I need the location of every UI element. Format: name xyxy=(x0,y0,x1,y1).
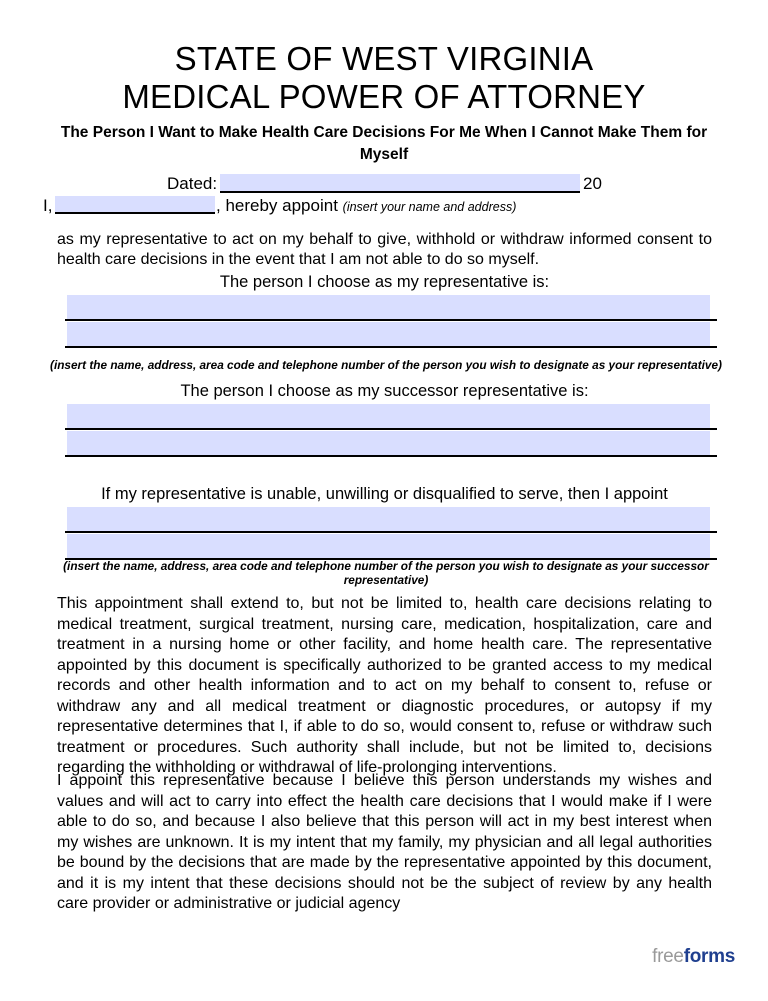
intro-paragraph: as my representative to act on my behalf to give, withhold or withdraw informed consent to health care decisions in the event that I am not able to do so myself. xyxy=(57,231,712,268)
body-paragraph-2: I appoint this representative because I believe this person understands my wishes and values and will act to carry into effect the health care decisions that I would make if I were able to do so, and because I also believe that this person will act in my best interest when my wishes are unknown. It is my intent that my family, my physician and all legal authorities be bound by the decisions that are made by the representative appointed by this document, and it is my intent that these decisions should not be the subject of review by any health care provider or administrative or judicial agency xyxy=(57,772,712,912)
appoint-i-label: I, xyxy=(43,196,53,215)
unable-field-block xyxy=(65,507,717,560)
appoint-rest xyxy=(216,194,516,219)
appoint-rest-text: , hereby appoint xyxy=(216,196,343,215)
page-title-line-2: MEDICAL POWER OF ATTORNEY xyxy=(122,78,646,115)
dated-label: Dated: xyxy=(167,174,218,193)
unable-line-2[interactable] xyxy=(65,534,717,560)
dated-row xyxy=(0,173,768,195)
appoint-row xyxy=(0,194,768,218)
logo-forms-text: forms xyxy=(683,946,735,967)
unable-section-label: If my representative is unable, unwilling or disqualified to serve, then I appoint xyxy=(101,485,668,503)
dated-input[interactable] xyxy=(220,174,580,193)
unable-line-1-input[interactable] xyxy=(67,507,710,531)
successor-line-1-input[interactable] xyxy=(67,404,710,428)
representative-line-1[interactable] xyxy=(65,295,717,321)
successor-caption: (insert the name, address, area code and telephone number of the person you wish to designate as your successor representative) xyxy=(63,559,709,587)
freeforms-logo xyxy=(652,946,735,968)
successor-field-block xyxy=(65,404,717,457)
body-paragraph-1: This appointment shall extend to, but not be limited to, health care decisions relating to medical treatment, surgical treatment, nursing care, medication, hospitalization, care and treatment in a nursing home or other facility, and home health care. The representative appointed by this document is specifically authorized to be granted access to my medical records and other health information and to act on my behalf to consent to, refuse or withdraw any and all medical treatment or diagnostic procedures, or autopsy if my representative determines that I, if able to do so, would consent to, refuse or withdraw such treatment or procedures. Such authority shall include, but not be limited to, decisions regarding the withholding or withdrawal of life-prolonging interventions. xyxy=(57,595,712,776)
successor-line-2-input[interactable] xyxy=(67,431,710,455)
unable-line-2-input[interactable] xyxy=(67,534,710,558)
page-title-line-1: STATE OF WEST VIRGINIA xyxy=(174,40,594,77)
successor-section-label: The person I choose as my successor representative is: xyxy=(180,382,589,400)
appointer-name-input[interactable] xyxy=(55,196,215,214)
representative-line-2-input[interactable] xyxy=(67,322,710,346)
page-title xyxy=(0,40,768,116)
successor-line-1[interactable] xyxy=(65,404,717,430)
representative-caption: (insert the name, address, area code and telephone number of the person you wish to designate as your representative) xyxy=(50,358,722,372)
dated-year-prefix: 20 xyxy=(583,174,602,193)
representative-line-1-input[interactable] xyxy=(67,295,710,319)
successor-line-2[interactable] xyxy=(65,431,717,457)
appoint-hint: (insert your name and address) xyxy=(342,200,517,214)
subheading xyxy=(56,122,712,166)
representative-field-block xyxy=(65,295,717,348)
representative-line-2[interactable] xyxy=(65,322,717,348)
subheading-text: The Person I Want to Make Health Care Decisions For Me When I Cannot Make Them for Myself xyxy=(60,124,708,163)
logo-free-text: free xyxy=(652,946,684,967)
unable-line-1[interactable] xyxy=(65,507,717,533)
representative-section-label: The person I choose as my representative is: xyxy=(219,273,550,291)
